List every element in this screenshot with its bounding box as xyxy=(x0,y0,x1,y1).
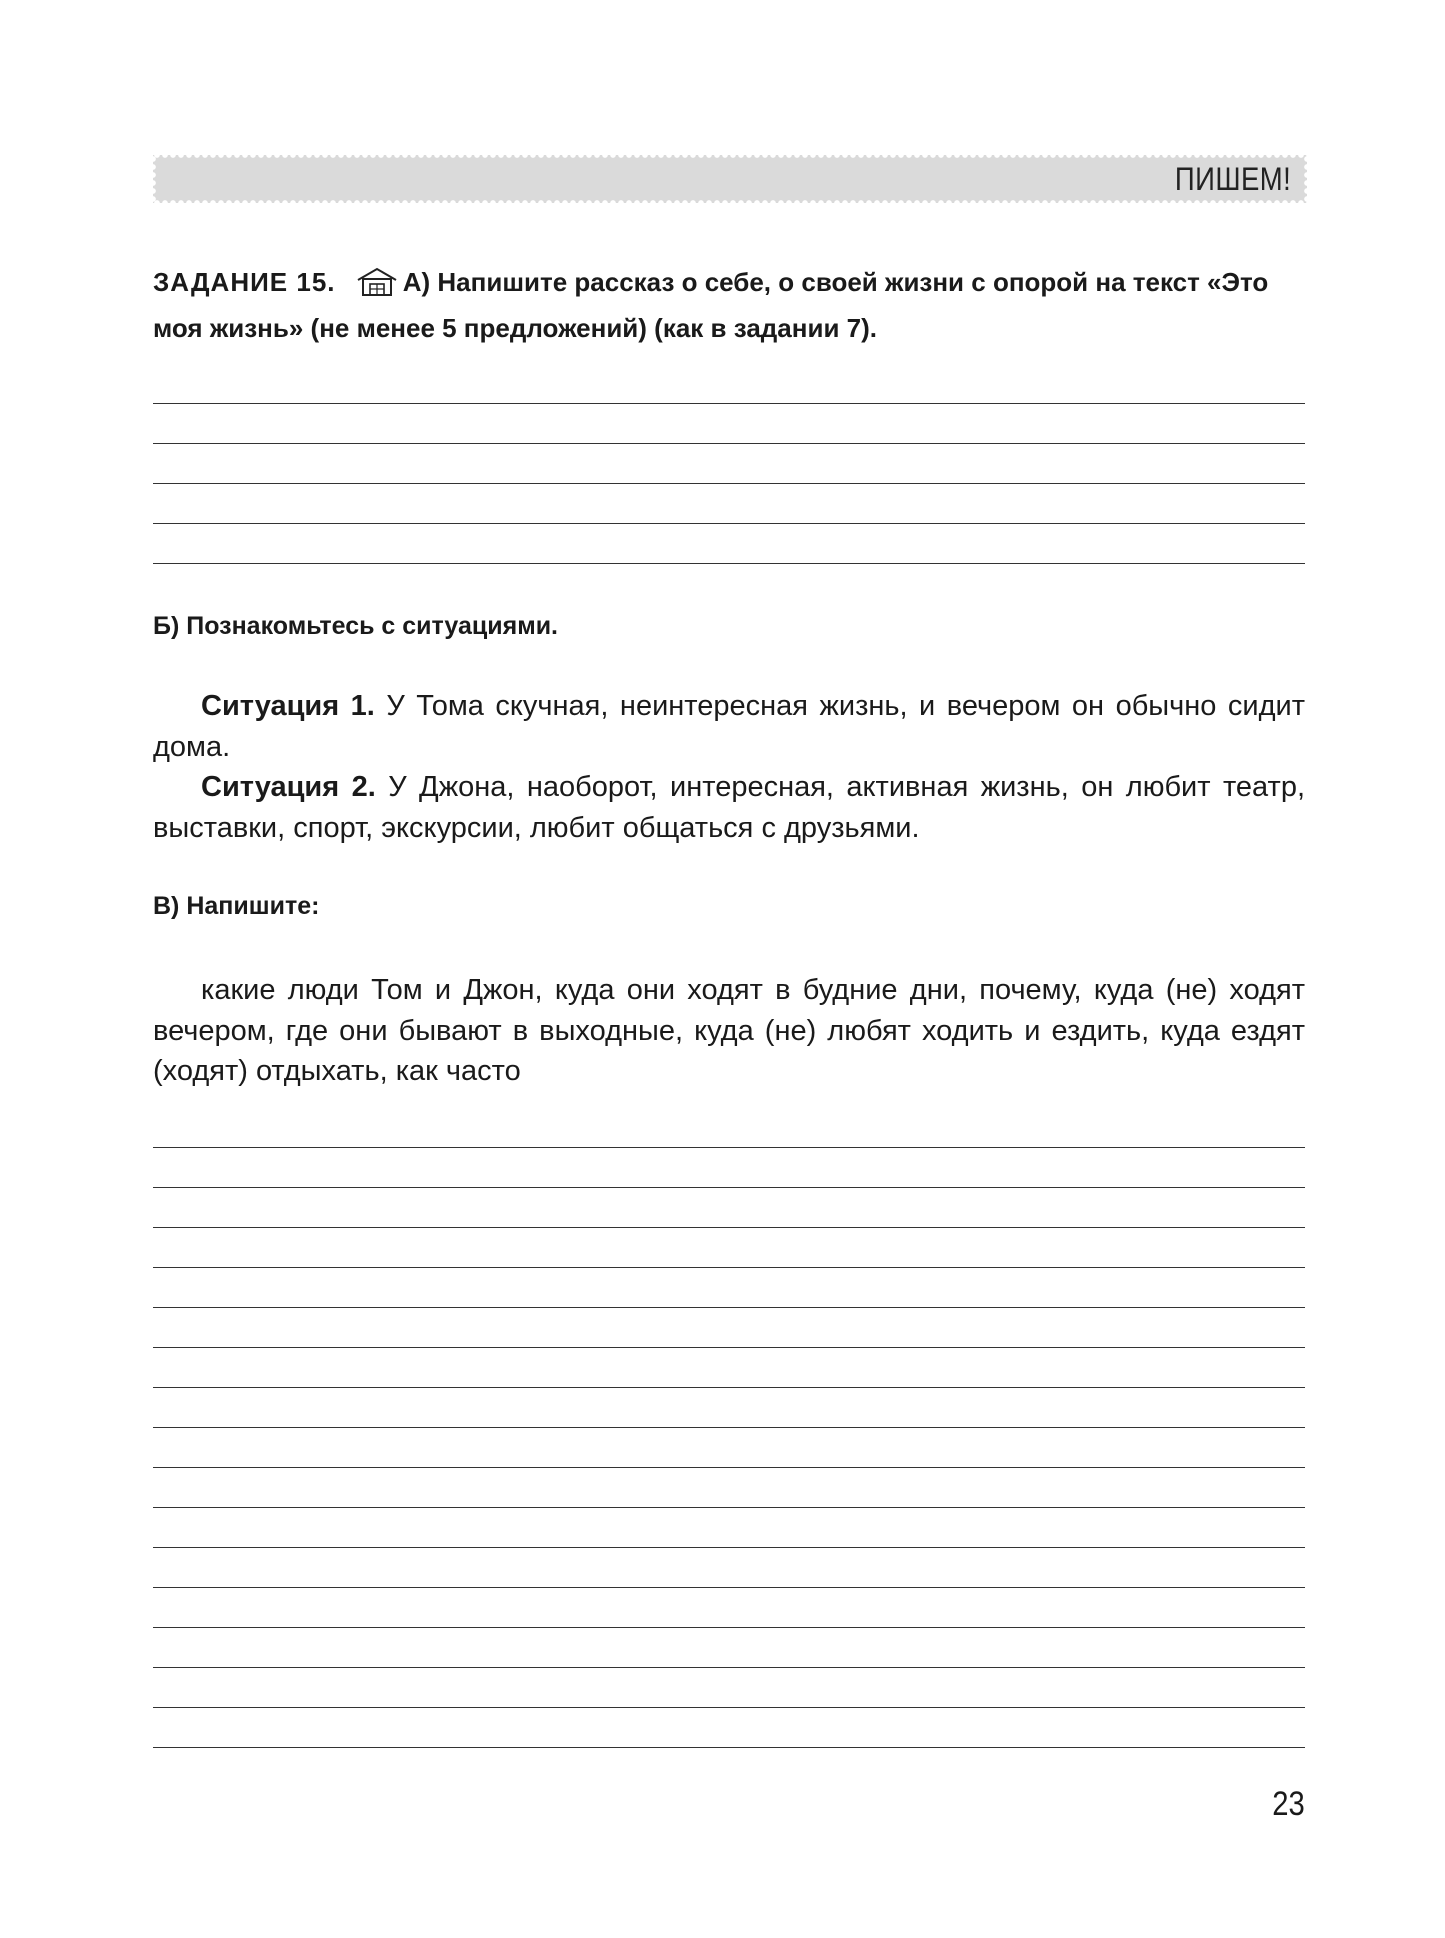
answer-line[interactable] xyxy=(153,444,1305,484)
answer-line[interactable] xyxy=(153,1388,1305,1428)
task-part-a-text: А) Напишите рассказ о себе, о своей жизни с опорой на текст «Это моя жизнь» (не менее 5 предложений) (как в задании 7). xyxy=(153,267,1269,343)
answer-line[interactable] xyxy=(153,1108,1305,1148)
situations xyxy=(153,686,1305,848)
answer-line[interactable] xyxy=(153,404,1305,444)
answer-line[interactable] xyxy=(153,484,1305,524)
situation-title: Ситуация 1. xyxy=(201,690,375,722)
answer-line[interactable] xyxy=(153,1308,1305,1348)
task-number: ЗАДАНИЕ 15. xyxy=(153,267,336,297)
answer-line[interactable] xyxy=(153,1428,1305,1468)
answer-line[interactable] xyxy=(153,364,1305,404)
answer-line[interactable] xyxy=(153,1348,1305,1388)
situation-2 xyxy=(153,767,1305,848)
task-header xyxy=(153,262,1305,348)
answer-line[interactable] xyxy=(153,1188,1305,1228)
answer-line[interactable] xyxy=(153,1668,1305,1708)
answer-line[interactable] xyxy=(153,1708,1305,1748)
writing-area-a[interactable] xyxy=(153,364,1305,564)
answer-line[interactable] xyxy=(153,1508,1305,1548)
part-v-instructions xyxy=(153,970,1305,1092)
answer-line[interactable] xyxy=(153,1148,1305,1188)
answer-line[interactable] xyxy=(153,1588,1305,1628)
instructions-text: какие люди Том и Джон, куда они ходят в будние дни, почему, куда (не) ходят вечером, где они бывают в выходные, куда (не) любят ходить и ездить, куда ездят (ходят) отдыхать, как часто xyxy=(153,974,1305,1087)
situation-text: У Джона, наоборот, интересная, активная жизнь, он любит театр, выставки, спорт, экскурсии, любит общаться с друзьями. xyxy=(153,771,1306,844)
section-banner xyxy=(153,155,1307,203)
page-number: 23 xyxy=(1272,1785,1305,1823)
section-title: ПИШЕМ! xyxy=(1174,161,1291,197)
answer-line[interactable] xyxy=(153,1468,1305,1508)
situation-text: У Тома скучная, неинтересная жизнь, и вечером он обычно сидит дома. xyxy=(153,690,1306,763)
part-v-label: В) Напишите: xyxy=(153,892,320,920)
house-icon xyxy=(355,267,399,308)
answer-line[interactable] xyxy=(153,524,1305,564)
writing-area-v[interactable] xyxy=(153,1108,1305,1748)
answer-line[interactable] xyxy=(153,1268,1305,1308)
answer-line[interactable] xyxy=(153,1228,1305,1268)
answer-line[interactable] xyxy=(153,1628,1305,1668)
part-b-label: Б) Познакомьтесь с ситуациями. xyxy=(153,612,559,640)
situation-title: Ситуация 2. xyxy=(201,771,376,803)
answer-line[interactable] xyxy=(153,1548,1305,1588)
situation-1 xyxy=(153,686,1305,767)
